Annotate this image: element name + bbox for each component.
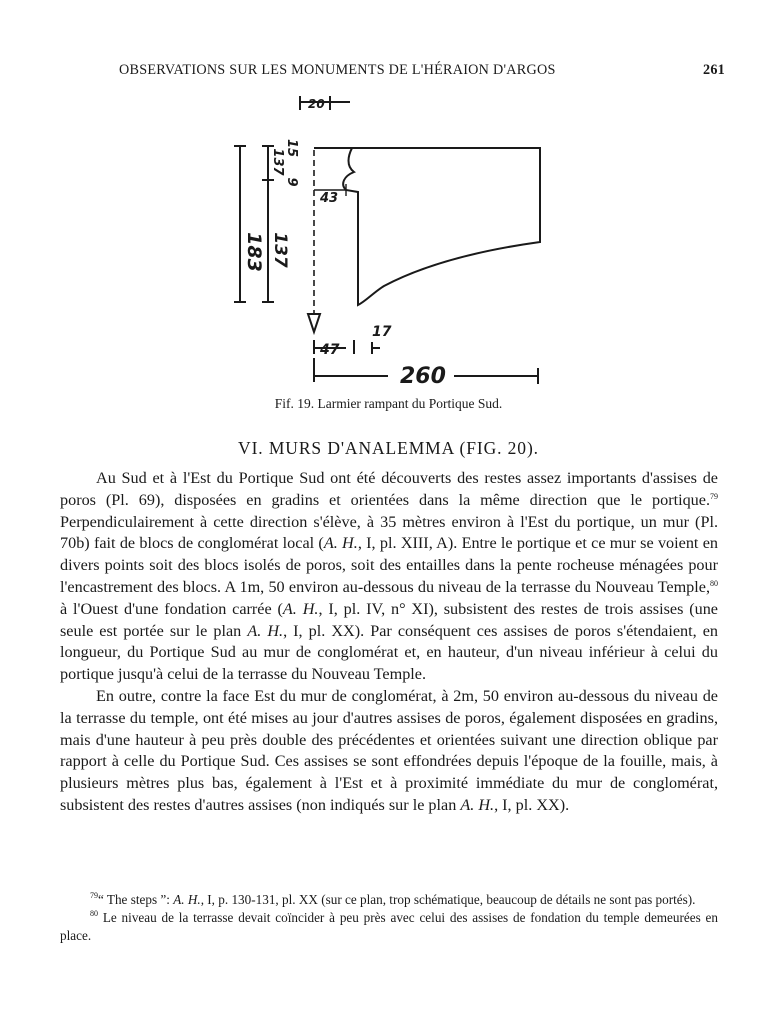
running-title: OBSERVATIONS SUR LES MONUMENTS DE L'HÉRAION D'ARGOS bbox=[119, 62, 556, 78]
citation-ah: A. H. bbox=[323, 534, 358, 553]
citation-ah: A. H. bbox=[282, 599, 319, 618]
body-text bbox=[60, 468, 718, 817]
footnote-text: , I, p. 130-131, pl. XX (sur ce plan, trop schématique, beaucoup de détails ne sont pas portés). bbox=[200, 892, 696, 907]
paragraph-text: , I, pl. XX). bbox=[494, 795, 570, 814]
label-137: 137 bbox=[270, 232, 290, 268]
larmier-profile-diagram bbox=[228, 92, 548, 392]
page-number: 261 bbox=[702, 62, 725, 78]
paragraph-1 bbox=[60, 468, 718, 686]
paragraph-text: En outre, contre la face Est du mur de conglomérat, à 2m, 50 environ au-dessous du niveau de la terrasse du temple, ont été mises au jour d'autres assises de poros, également disposées en gradins, mais d'une hauteur à peu près double des précédentes et orientées suivant une direction oblique par rapport à celle du Portique Sud. Ces assises se sont effondrées depuis l'époque de la fouille, mais, à plusieurs mètres plus bas, également à l'Est et à proximité immédiate du mur de conglomérat, subsistent des restes d'autres assises (non indiqués sur le plan bbox=[60, 686, 718, 814]
footnote-text: Le niveau de la terrasse devait coïncider à peu près avec celui des assises de fondation du temple demeurées en place. bbox=[60, 910, 719, 943]
footnote-79 bbox=[60, 891, 718, 909]
larmier-profile-outline bbox=[314, 148, 540, 305]
citation-ah: A. H. bbox=[173, 892, 201, 907]
footnote-number: 80 bbox=[90, 909, 98, 918]
label-20: 20 bbox=[308, 97, 325, 111]
label-15: 15 bbox=[284, 138, 299, 158]
footnote-text: “ The steps ”: bbox=[98, 892, 174, 907]
paragraph-2 bbox=[60, 686, 718, 817]
paragraph-text: Perpendiculairement à cette direction s'élève, à 35 mètres environ à l'Est du portique, un mur (Pl. 70b) fait de blocs de conglomérat local ( bbox=[60, 512, 718, 553]
footnote-number: 79 bbox=[90, 891, 98, 900]
diagram-labels bbox=[243, 97, 446, 389]
figure-larmier-drawing bbox=[228, 92, 548, 392]
label-137-small: 137 bbox=[270, 148, 285, 176]
label-43: 43 bbox=[320, 191, 339, 206]
label-9: 9 bbox=[284, 177, 299, 187]
footnotes bbox=[60, 891, 718, 945]
footnote-80 bbox=[60, 909, 718, 945]
section-heading: VI. MURS D'ANALEMMA (FIG. 20). bbox=[238, 438, 539, 458]
footnote-ref-80: 80 bbox=[710, 578, 718, 588]
figure-caption: Fif. 19. Larmier rampant du Portique Sud. bbox=[274, 396, 503, 411]
label-47: 47 bbox=[320, 342, 340, 358]
label-183: 183 bbox=[243, 232, 265, 272]
paragraph-text: à l'Ouest d'une fondation carrée ( bbox=[60, 599, 283, 618]
plumb-bob bbox=[308, 314, 320, 332]
citation-ah: A. H. bbox=[460, 795, 495, 814]
footnote-ref-79: 79 bbox=[710, 491, 718, 501]
paragraph-text: Au Sud et à l'Est du Portique Sud ont été découverts des restes assez importants d'assises de poros (Pl. 69), disposées en gradins et orientées dans la même direction que le portique. bbox=[60, 469, 718, 509]
paragraph-text: , I, pl. XIII, A). Entre le portique et ce mur se voient en divers points soit des blocs isolés de poros, soit des entailles dans la pente rocheuse ménagées pour l'encastrement des blocs. A 1m, 50 environ au-dessous du niveau de la terrasse du Nouveau Temple, bbox=[60, 534, 718, 596]
citation-ah: A. H. bbox=[247, 621, 284, 640]
paragraph-text: , I, pl. XX). Par conséquent ces assises de poros s'étendaient, en longueur, du Portique Sud au mur de conglomérat et, en hauteur, d'un niveau inférieur à celui du portique jusqu'à celui de la terrasse du Nouveau Temple. bbox=[60, 621, 718, 684]
label-260: 260 bbox=[400, 364, 446, 389]
label-17: 17 bbox=[372, 324, 392, 340]
paragraph-text: , I, pl. IV, n° XI), subsistent des restes de trois assises (une seule est portée sur le plan bbox=[60, 599, 718, 640]
